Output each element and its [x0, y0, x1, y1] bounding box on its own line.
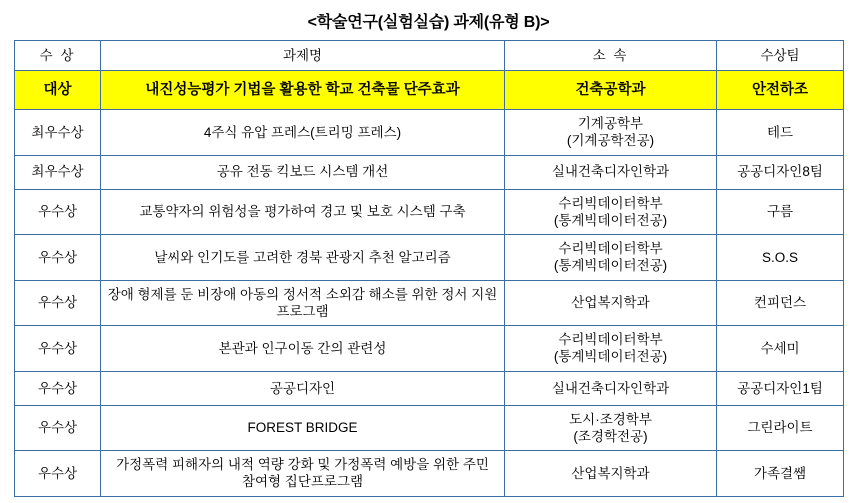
cell-award: 우수상 — [15, 405, 101, 451]
table-header-row — [15, 41, 844, 71]
table-row — [15, 71, 844, 110]
department-major: (통계빅데이터전공) — [553, 349, 668, 365]
cell-project: 내진성능평가 기법을 활용한 학교 건축물 단주효과 — [101, 71, 505, 110]
cell-department — [505, 326, 717, 372]
cell-department — [505, 110, 717, 156]
cell-team: 공공디자인1팀 — [717, 371, 844, 405]
cell-award: 우수상 — [15, 371, 101, 405]
cell-team: 공공디자인8팀 — [717, 155, 844, 189]
page-title: <학술연구(실험실습) 과제(유형 B)> — [307, 14, 550, 31]
department-name: 수리빅데이터학부 — [558, 332, 663, 348]
department-major: (통계빅데이터전공) — [553, 212, 668, 228]
cell-project: 가정폭력 피해자의 내적 역량 강화 및 가정폭력 예방을 위한 주민 참여형 집단프로그램 — [101, 451, 505, 497]
column-header-award: 수 상 — [15, 41, 101, 71]
department-major: (통계빅데이터전공) — [553, 258, 668, 274]
cell-team: 수세미 — [717, 326, 844, 372]
table-row — [15, 280, 844, 326]
department-major: (조경학전공) — [573, 428, 648, 444]
cell-award: 우수상 — [15, 235, 101, 281]
table-row — [15, 326, 844, 372]
department-name: 도시·조경학부 — [569, 411, 652, 427]
table-row — [15, 110, 844, 156]
cell-department — [505, 189, 717, 235]
cell-award: 우수상 — [15, 326, 101, 372]
cell-department — [505, 235, 717, 281]
award-table — [14, 40, 844, 497]
department-name: 수리빅데이터학부 — [558, 241, 663, 257]
cell-project: 교통약자의 위험성을 평가하여 경고 및 보호 시스템 구축 — [101, 189, 505, 235]
table-row — [15, 155, 844, 189]
cell-project: 장애 형제를 둔 비장애 아동의 정서적 소외감 해소를 위한 정서 지원 프로그램 — [101, 280, 505, 326]
cell-project: 4주식 유압 프레스(트리밍 프레스) — [101, 110, 505, 156]
column-header-project: 과제명 — [101, 41, 505, 71]
cell-award: 우수상 — [15, 451, 101, 497]
cell-team: 구름 — [717, 189, 844, 235]
table-row — [15, 405, 844, 451]
cell-award: 최우수상 — [15, 110, 101, 156]
cell-team: 안전하조 — [717, 71, 844, 110]
department-major: (기계공학전공) — [566, 133, 655, 149]
cell-award: 우수상 — [15, 280, 101, 326]
column-header-team: 수상팀 — [717, 41, 844, 71]
cell-team: 가족결쌤 — [717, 451, 844, 497]
table-row — [15, 189, 844, 235]
cell-project: 공유 전동 킥보드 시스템 개선 — [101, 155, 505, 189]
cell-department: 실내건축디자인학과 — [505, 371, 717, 405]
table-row — [15, 451, 844, 497]
cell-project: 공공디자인 — [101, 371, 505, 405]
cell-department — [505, 405, 717, 451]
table-header — [15, 41, 844, 71]
cell-project: 본관과 인구이동 간의 관련성 — [101, 326, 505, 372]
table-row — [15, 371, 844, 405]
table-container — [0, 40, 857, 497]
department-name: 기계공학부 — [577, 116, 644, 131]
cell-department: 산업복지학과 — [505, 280, 717, 326]
cell-award: 최우수상 — [15, 155, 101, 189]
cell-award: 우수상 — [15, 189, 101, 235]
cell-department: 건축공학과 — [505, 71, 717, 110]
cell-team: 컨피던스 — [717, 280, 844, 326]
department-name: 수리빅데이터학부 — [558, 195, 663, 211]
cell-department: 산업복지학과 — [505, 451, 717, 497]
cell-team: S.O.S — [717, 235, 844, 281]
cell-team: 그린라이트 — [717, 405, 844, 451]
cell-team: 테드 — [717, 110, 844, 156]
column-header-department: 소 속 — [505, 41, 717, 71]
cell-project: 날씨와 인기도를 고려한 경북 관광지 추천 알고리즘 — [101, 235, 505, 281]
cell-department: 실내건축디자인학과 — [505, 155, 717, 189]
cell-project: FOREST BRIDGE — [101, 405, 505, 451]
cell-award: 대상 — [15, 71, 101, 110]
table-row — [15, 235, 844, 281]
table-body — [15, 71, 844, 497]
